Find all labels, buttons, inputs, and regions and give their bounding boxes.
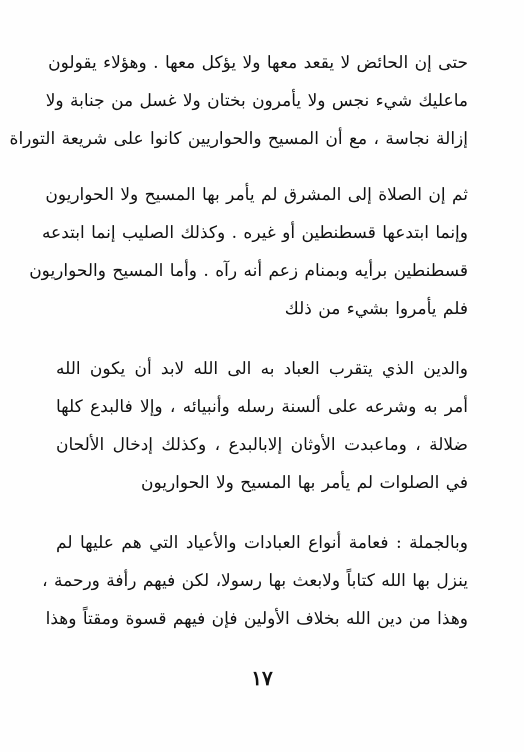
text-line: ضلالة ، وماعبدت الأوثان إلابالبدع ، وكذلك إدخال الألحان — [56, 435, 468, 455]
page-number: ١٧ — [251, 666, 273, 690]
paragraph-4 — [42, 524, 468, 638]
text-line: حتى إن الحائض لا يقعد معها ولا يؤكل معها . وهؤلاء يقولون — [48, 53, 468, 73]
text-line: قسطنطين برأيه وبمنام زعم أنه رآه . وأما المسيح والحواريون — [29, 261, 468, 281]
text-line: وهذا من دين الله بخلاف الأولين فإن فيهم قسوة ومقتاً وهذا — [45, 609, 468, 629]
paragraph-1 — [9, 44, 468, 158]
paragraph-2 — [29, 176, 468, 328]
text-line: وإنما ابتدعها قسطنطين أو غيره . وكذلك الصليب إنما ابتدعه — [41, 223, 468, 243]
text-line: فلم يأمروا بشيء من ذلك — [284, 299, 468, 319]
text-line: ثم إن الصلاة إلى المشرق لم يأمر بها المسيح ولا الحواريون — [45, 185, 468, 205]
text-line: إزالة نجاسة ، مع أن المسيح والحواريين كانوا على شريعة التوراة — [9, 129, 468, 149]
text-line: ماعليك شيء نجس ولا يأمرون بختان ولا غسل من جنابة ولا — [45, 91, 468, 111]
text-line: في الصلوات لم يأمر بها المسيح ولا الحواريون — [140, 473, 468, 493]
text-line: أمر به وشرعه على ألسنة رسله وأنبيائه ، وإلا فالبدع كلها — [56, 397, 468, 417]
paragraph-3 — [56, 350, 468, 502]
text-line: ينزل بها الله كتاباً ولابعث بها رسولا، لكن فيهم رأفة ورحمة ، — [42, 571, 468, 591]
text-line: والدين الذي يتقرب العباد به الى الله لابد أن يكون الله — [56, 359, 468, 379]
text-line: وبالجملة : فعامة أنواع العبادات والأعياد التي هم عليها لم — [56, 533, 468, 553]
